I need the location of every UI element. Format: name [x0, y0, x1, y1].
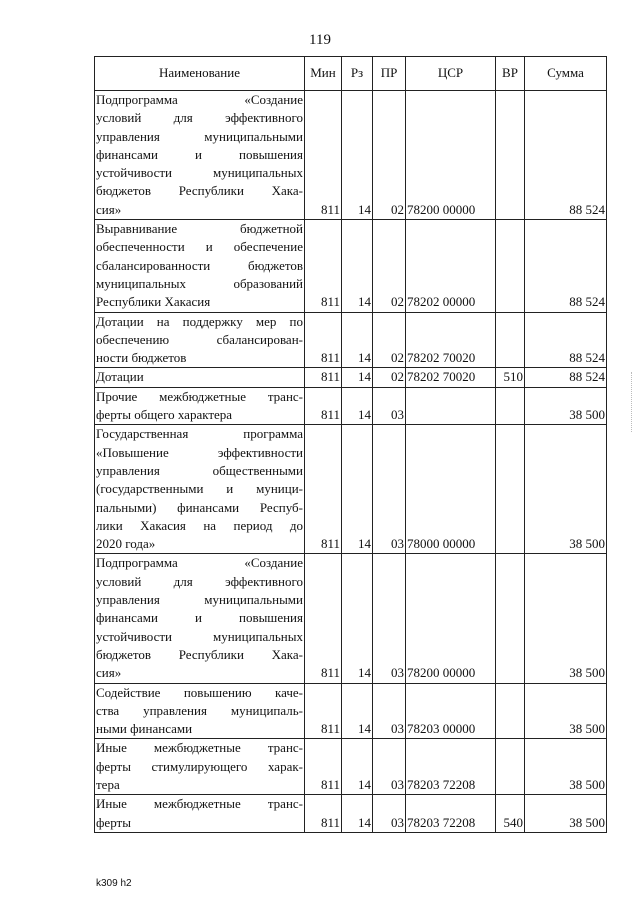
row-pr: 02 [373, 220, 406, 312]
row-pr: 03 [373, 683, 406, 739]
table-header-row [95, 57, 607, 91]
row-min: 811 [305, 368, 342, 387]
page-number: 119 [309, 32, 331, 48]
row-name-line: бюджетов Республики Хака- [96, 646, 303, 662]
row-csr: 78000 00000 [406, 425, 496, 554]
row-name-line: ности бюджетов [96, 350, 187, 366]
row-vr: 510 [496, 368, 525, 387]
row-name-line: управления общественными [96, 462, 303, 478]
table-row [95, 795, 607, 833]
row-name [95, 387, 305, 425]
row-sum: 88 524 [525, 368, 607, 387]
row-name-line: Иные межбюджетные транс- [96, 740, 303, 756]
row-name-line: условий для эффективного [96, 573, 303, 589]
row-csr: 78202 70020 [406, 368, 496, 387]
footer-code: k309 h2 [96, 878, 132, 889]
scan-edge-mark [631, 372, 633, 432]
row-vr [496, 91, 525, 220]
row-sum: 38 500 [525, 683, 607, 739]
row-name-line: финансами и повышения [96, 146, 303, 162]
row-sum: 88 524 [525, 312, 607, 368]
header-sum: Сумма [525, 57, 607, 91]
row-vr: 540 [496, 795, 525, 833]
row-sum: 38 500 [525, 387, 607, 425]
row-vr [496, 312, 525, 368]
row-name-line: 2020 года» [96, 536, 156, 552]
row-name-line: Дотации на поддержку мер по [96, 313, 303, 329]
row-name [95, 554, 305, 683]
row-name-line: Выравнивание бюджетной [96, 221, 303, 237]
row-name-line: обеспеченности и обеспечение [96, 239, 303, 255]
row-sum: 38 500 [525, 795, 607, 833]
header-min: Мин [305, 57, 342, 91]
header-rz: Рз [342, 57, 373, 91]
header-pr: ПР [373, 57, 406, 91]
row-min: 811 [305, 683, 342, 739]
table-row [95, 387, 607, 425]
row-name [95, 368, 305, 387]
row-min: 811 [305, 795, 342, 833]
row-min: 811 [305, 220, 342, 312]
row-rz: 14 [342, 554, 373, 683]
row-name [95, 739, 305, 795]
table-row [95, 739, 607, 795]
row-rz: 14 [342, 91, 373, 220]
row-name-line: ферты общего характера [96, 407, 233, 423]
row-name-line: Иные межбюджетные транс- [96, 796, 303, 812]
row-csr: 78200 00000 [406, 91, 496, 220]
table-row [95, 91, 607, 220]
row-name [95, 425, 305, 554]
row-pr: 02 [373, 368, 406, 387]
table-row [95, 683, 607, 739]
row-name-line: «Повышение эффективности [96, 444, 303, 460]
budget-table [94, 56, 607, 833]
table-row [95, 554, 607, 683]
row-name-line: Содействие повышению каче- [96, 684, 303, 700]
row-name [95, 220, 305, 312]
row-sum: 88 524 [525, 220, 607, 312]
row-csr: 78202 00000 [406, 220, 496, 312]
row-name-line: бюджетов Республики Хака- [96, 183, 303, 199]
row-pr: 02 [373, 91, 406, 220]
row-rz: 14 [342, 425, 373, 554]
row-name-line: сия» [96, 201, 122, 217]
row-rz: 14 [342, 739, 373, 795]
row-name [95, 91, 305, 220]
row-name-line: устойчивости муниципальных [96, 628, 303, 644]
row-min: 811 [305, 387, 342, 425]
row-name-line: Государственная программа [96, 426, 303, 442]
row-name [95, 795, 305, 833]
row-rz: 14 [342, 368, 373, 387]
header-name: Наименование [95, 57, 305, 91]
row-name-line: (государственными и муници- [96, 481, 303, 497]
row-vr [496, 683, 525, 739]
row-name-line: сия» [96, 665, 122, 681]
row-rz: 14 [342, 683, 373, 739]
row-name-line: управления муниципальными [96, 592, 303, 608]
row-name-line: тера [96, 776, 120, 792]
row-name-line: Республики Хакасия [96, 294, 211, 310]
row-pr: 03 [373, 739, 406, 795]
row-pr: 03 [373, 795, 406, 833]
row-sum: 38 500 [525, 425, 607, 554]
row-vr [496, 425, 525, 554]
row-name-line: ными финансами [96, 721, 193, 737]
row-csr: 78203 72208 [406, 739, 496, 795]
row-pr: 02 [373, 312, 406, 368]
row-name-line: финансами и повышения [96, 610, 303, 626]
row-name-line: Подпрограмма «Создание [96, 555, 303, 571]
row-csr: 78203 00000 [406, 683, 496, 739]
row-rz: 14 [342, 220, 373, 312]
row-name-line: условий для эффективного [96, 110, 303, 126]
header-vr: ВР [496, 57, 525, 91]
row-sum: 38 500 [525, 554, 607, 683]
row-name-line: управления муниципальными [96, 128, 303, 144]
table-row [95, 425, 607, 554]
row-name-line: пальными) финансами Респуб- [96, 499, 303, 515]
row-sum: 38 500 [525, 739, 607, 795]
row-name-line: ферты стимулирующего харак- [96, 758, 303, 774]
table-row [95, 220, 607, 312]
row-vr [496, 554, 525, 683]
row-name [95, 312, 305, 368]
row-pr: 03 [373, 554, 406, 683]
row-name-line: лики Хакасия на период до [96, 517, 303, 533]
row-rz: 14 [342, 312, 373, 368]
row-name-line: Дотации [96, 369, 144, 385]
row-min: 811 [305, 425, 342, 554]
row-name-line: сбалансированности бюджетов [96, 257, 303, 273]
row-name-line: устойчивости муниципальных [96, 165, 303, 181]
row-pr: 03 [373, 425, 406, 554]
row-pr: 03 [373, 387, 406, 425]
table-row [95, 312, 607, 368]
row-name-line: муниципальных образований [96, 275, 303, 291]
row-vr [496, 220, 525, 312]
row-rz: 14 [342, 387, 373, 425]
row-name-line: Подпрограмма «Создание [96, 92, 303, 107]
row-rz: 14 [342, 795, 373, 833]
row-name-line: Прочие межбюджетные транс- [96, 388, 303, 404]
row-name-line: ства управления муниципаль- [96, 702, 303, 718]
row-vr [496, 739, 525, 795]
row-min: 811 [305, 739, 342, 795]
header-csr: ЦСР [406, 57, 496, 91]
row-name [95, 683, 305, 739]
row-name-line: обеспечению сбалансирован- [96, 331, 303, 347]
row-csr: 78200 00000 [406, 554, 496, 683]
row-csr: 78202 70020 [406, 312, 496, 368]
row-min: 811 [305, 554, 342, 683]
row-min: 811 [305, 312, 342, 368]
table-row [95, 368, 607, 387]
row-csr [406, 387, 496, 425]
row-sum: 88 524 [525, 91, 607, 220]
row-vr [496, 387, 525, 425]
row-name-line: ферты [96, 814, 131, 830]
row-csr: 78203 72208 [406, 795, 496, 833]
row-min: 811 [305, 91, 342, 220]
